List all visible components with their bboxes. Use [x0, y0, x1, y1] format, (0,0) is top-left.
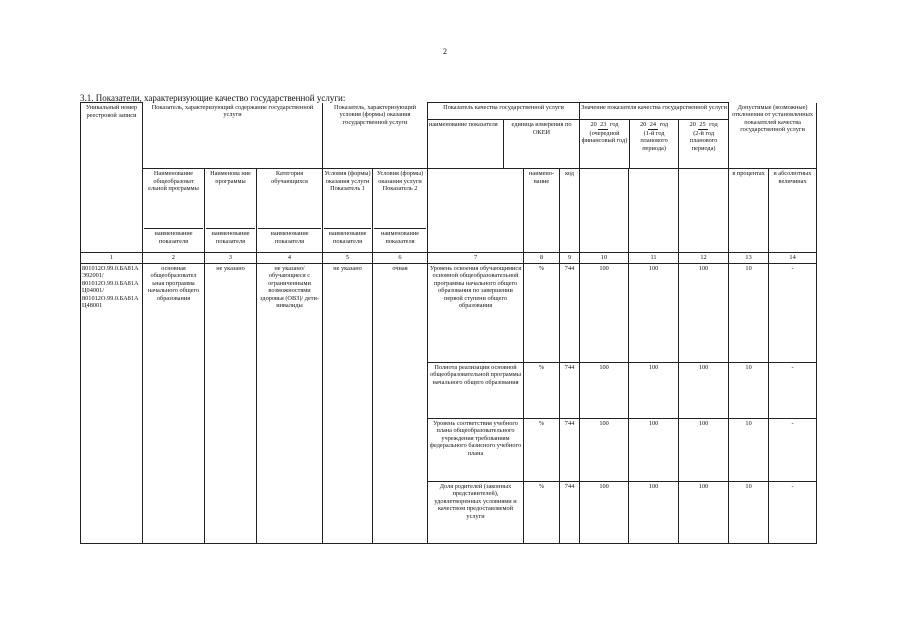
- header-deviation-group: Допустимые (возможные) отклонения от установленных показателей качества государственной услуги: [729, 103, 817, 169]
- header-dev-percent: в процентах: [729, 169, 769, 253]
- year2-year: 24: [649, 121, 657, 128]
- year2-god: год: [659, 121, 669, 128]
- indicator-dev-abs: -: [769, 481, 817, 543]
- header-value-group: [580, 103, 729, 169]
- indicator-code: 744: [560, 418, 580, 481]
- year1-century: 20: [590, 121, 597, 128]
- header-c10-empty: [580, 169, 629, 253]
- col-num: 13: [729, 253, 769, 264]
- indicator-name: Уровень освоения обучающимися основной общеобразовательной программы начального общего образования по завершении первой ступени общего образования: [428, 263, 524, 362]
- indicator-y3: 100: [679, 263, 729, 362]
- year2-header: [629, 120, 678, 169]
- header-quality-group: [428, 103, 580, 169]
- indicator-dev-pct: 10: [729, 263, 769, 362]
- col-num: 8: [524, 253, 560, 264]
- year2-century: 20: [640, 121, 647, 128]
- col-num: 12: [679, 253, 729, 264]
- indicator-y2: 100: [629, 481, 679, 543]
- unit-group-label: единица измерения по ОКЕИ: [504, 120, 580, 169]
- indicator-y1: 100: [580, 418, 629, 481]
- section-title: 3.1. Показатели, характеризующие качество государственной услуги:: [80, 93, 346, 103]
- indicator-dev-pct: 10: [729, 362, 769, 418]
- header-c4: [257, 169, 323, 253]
- indicator-dev-abs: -: [769, 263, 817, 362]
- header-c6-sublabel: наименование показателя: [374, 228, 426, 245]
- header-c5: [323, 169, 373, 253]
- record-program-name: основная общеобразовател ьная программа начального общего образования: [143, 263, 205, 543]
- indicator-code: 744: [560, 362, 580, 418]
- indicator-dev-abs: -: [769, 418, 817, 481]
- year2-desc: (1-й год планового периода): [640, 129, 668, 152]
- header-c2-sublabel: наименование показателя: [144, 228, 203, 245]
- header-conditions-group: Показатель, характеризующий условия (формы) оказания государственной услуги: [323, 103, 428, 169]
- header-c12-empty: [679, 169, 729, 253]
- indicator-y1: 100: [580, 263, 629, 362]
- quality-name-label: наименование показателя: [429, 121, 498, 128]
- record-condition2: очная: [373, 263, 428, 543]
- col-num: 14: [769, 253, 817, 264]
- header-unit-code: код: [560, 169, 580, 253]
- header-content-group: Показатель, характеризующий содержание государственной услуги: [143, 103, 323, 169]
- header-c6-text: Условия (формы) оказания услуги Показатель 2: [376, 170, 424, 193]
- header-c5-sublabel: наименование показателя: [324, 228, 371, 245]
- header-c7-empty: [428, 169, 524, 253]
- indicator-code: 744: [560, 481, 580, 543]
- record-program: не указано: [205, 263, 257, 543]
- indicator-unit: %: [524, 362, 560, 418]
- indicator-y1: 100: [580, 481, 629, 543]
- col-num: 4: [257, 253, 323, 264]
- column-numbers-row: [81, 253, 817, 264]
- indicator-unit: %: [524, 418, 560, 481]
- indicator-name: Уровень соответствия учебного плана общеобразовательного учреждения требованиям федерального базисного учебного плана: [428, 418, 524, 481]
- header-dev-absolute: в абсолютных величинах: [769, 169, 817, 253]
- quality-indicators-table: [80, 102, 817, 544]
- header-c4-text: Категория обучающихся: [271, 170, 308, 185]
- indicator-dev-pct: 10: [729, 418, 769, 481]
- indicator-y1: 100: [580, 362, 629, 418]
- header-c2: [143, 169, 205, 253]
- col-num: 5: [323, 253, 373, 264]
- indicator-y2: 100: [629, 418, 679, 481]
- header-unique-number: Уникальный номер реестровой записи: [81, 103, 143, 253]
- header-unit-name: наимено-вание: [524, 169, 560, 253]
- header-c3-text: Наименова ние программы: [210, 170, 251, 185]
- indicator-dev-pct: 10: [729, 481, 769, 543]
- indicator-name: Доля родителей (законных представителей), удовлетворенных условиями и качеством предоставляемой услуги: [428, 481, 524, 543]
- header-c2-text: Наименование общеобразоват ельной программы: [148, 170, 199, 193]
- record-category: не указано/ обучающиеся с ограниченными возможностями здоровья (ОВЗ)/ дети-инвалиды: [257, 263, 323, 543]
- col-num: 9: [560, 253, 580, 264]
- quality-group-label: Показатель качества государственной услуги: [428, 103, 579, 120]
- header-c11-empty: [629, 169, 679, 253]
- year3-god: год: [709, 121, 718, 128]
- year1-god: год: [609, 121, 619, 128]
- col-num: 7: [428, 253, 524, 264]
- indicator-y3: 100: [679, 418, 729, 481]
- indicator-dev-abs: -: [769, 362, 817, 418]
- col-num: 10: [580, 253, 629, 264]
- record-unique-number: 801012О.99.0.БА81АЭ92001/ 801012О.99.0.БА81АЦ04001/ 801012О.99.0.БА81АЦ48001: [81, 263, 143, 543]
- indicator-name: Полнота реализации основной общеобразовательной программы начального общего образования: [428, 362, 524, 418]
- quality-subheader: [428, 103, 579, 168]
- year3-desc: (2-й год планового периода): [689, 129, 718, 152]
- header-c3: [205, 169, 257, 253]
- year3-century: 20: [689, 121, 696, 128]
- indicator-y2: 100: [629, 263, 679, 362]
- year1-year: 23: [600, 121, 607, 128]
- header-c6: [373, 169, 428, 253]
- header-row-1: [81, 103, 817, 169]
- indicator-unit: %: [524, 481, 560, 543]
- page-number: 2: [443, 47, 447, 56]
- year3-header: [679, 120, 728, 169]
- header-c4-sublabel: наименование показателя: [258, 228, 321, 245]
- year3-year: 25: [699, 121, 706, 128]
- value-group-label: Значение показателя качества государственной услуги: [580, 103, 728, 120]
- value-subheader: [580, 103, 728, 168]
- indicator-code: 744: [560, 263, 580, 362]
- col-num: 3: [205, 253, 257, 264]
- col-num: 11: [629, 253, 679, 264]
- table-row: [81, 263, 817, 362]
- col-num: 2: [143, 253, 205, 264]
- year1-header: [580, 120, 629, 169]
- year1-desc: (очередной финансовый год): [581, 129, 628, 145]
- indicator-y3: 100: [679, 362, 729, 418]
- indicator-y3: 100: [679, 481, 729, 543]
- header-c5-text: Условия (формы) оказания услуги Показатель 1: [324, 170, 371, 193]
- col-num: 6: [373, 253, 428, 264]
- col-num: 1: [81, 253, 143, 264]
- indicator-y2: 100: [629, 362, 679, 418]
- record-condition1: не указано: [323, 263, 373, 543]
- header-row-2: [81, 169, 817, 253]
- indicator-unit: %: [524, 263, 560, 362]
- header-c3-sublabel: наименование показателя: [206, 228, 255, 245]
